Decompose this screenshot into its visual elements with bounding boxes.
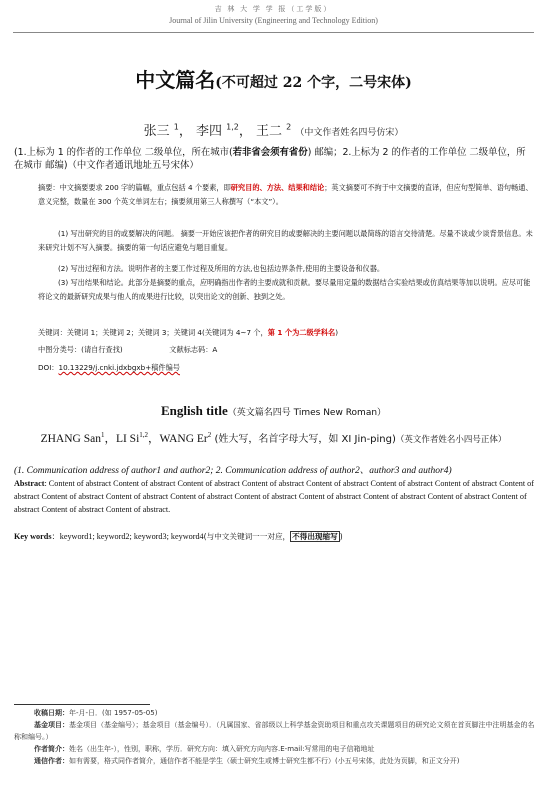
- author-1: 张三: [143, 124, 170, 139]
- english-abstract: [14, 478, 535, 516]
- english-author-1-sup: 1: [100, 431, 105, 439]
- affiliation-text-2: ) 邮编；2.上标为 2 的作者的工作单位 二级单位，所在城市 邮编)（中文作者通讯地址五号宋体）: [14, 147, 526, 171]
- footnote-corresponding: [14, 756, 535, 768]
- title-note: (不可超过 22 个字，二号宋体): [215, 75, 412, 91]
- journal-name-en: Journal of Jilin University (Engineering and Technology Edition): [169, 16, 378, 25]
- fund-label: 基金项目：: [34, 721, 69, 729]
- english-abstract-label: Abstract: [14, 479, 45, 488]
- english-title-text: English title: [160, 403, 228, 418]
- keywords-cn: [38, 326, 535, 340]
- english-title: [0, 403, 547, 419]
- doi-value: 10.13229/j.cnki.jdxbgxb+稿件编号: [58, 363, 180, 372]
- abstract-label: 摘要：: [38, 183, 60, 192]
- keywords-end: ): [335, 328, 339, 337]
- author-note: （中文作者姓名四号仿宋）: [295, 128, 404, 138]
- english-authors-note: (姓大写，名首字母大写，如 XI Jin-ping): [211, 433, 396, 445]
- abstract-point-1: (1) 写出研究的目的或要解决的问题。 摘要一开始应该把作者的研究目的或要解决的主要问题以最简练的语言交待清楚。尽量不谈或少谈背景信息。未来研究计划不写入摘要。摘要的第一句话应避免与题目重复。: [38, 229, 533, 253]
- abstract-point-3: (3) 写出结果和结论。此部分是摘要的重点，应明确指出作者的主要成就和贡献。要尽量用定量的数据结合实验结果或仿真结果等加以说明。应尽可能将论文的最新研究成果与他人的成果进行比较，以突出论文的创新、独到之处。: [38, 278, 531, 302]
- author-separator: ，: [238, 124, 252, 139]
- abstract-point-2: (2) 写出过程和方法。说明作者的主要工作过程及所用的方法,也包括边界条件,使用的主要设备和仪器。: [58, 264, 385, 273]
- abstract-cn: [38, 181, 535, 210]
- english-author-3-sup: 2: [207, 431, 212, 439]
- received-value: 年-月-日．(如 1957-05-05): [69, 709, 158, 717]
- corresponding-value: 如有需要，格式同作者简介，通信作者不能是学生（硕士研究生或博士研究生都不行）(小五号宋体，此处为页脚，和正文分开): [69, 757, 460, 765]
- author-3: 王二: [256, 124, 283, 139]
- footnote-rule: [14, 704, 150, 705]
- abstract-highlight: 研究目的、方法、结果和结论: [230, 183, 325, 192]
- affiliation-bold-note: 若非省会须有省份: [232, 147, 308, 158]
- keywords-label: 关键词：: [38, 328, 67, 337]
- doi-label: DOI：: [38, 363, 59, 372]
- footnote-received: [14, 708, 535, 720]
- doi-line: [38, 361, 535, 375]
- doc-code-value: A: [212, 345, 218, 354]
- author-2-sup: 1,2: [226, 122, 239, 132]
- english-author-2-sup: 1,2: [139, 431, 149, 439]
- affiliation-text: (1.上标为 1 的作者的工作单位 二级单位，所在城市(: [14, 147, 233, 158]
- author-separator: ，: [178, 124, 192, 139]
- fund-value: 基金项目（基金编号）；基金项目（基金编号）．（凡属国家、省部级以上科学基金资助项目和重点攻关课题项目的研究论文须在首页脚注中注明基金的名称和编号。）: [14, 721, 535, 741]
- header-rule: [13, 32, 534, 33]
- english-author-2: ，LI Si: [104, 432, 140, 445]
- doc-code-label: 文献标志码：: [169, 345, 213, 354]
- keywords-text: 关键词 1；关键词 2；关键词 3；关键词 4(关键词为 4~7 个，: [66, 328, 268, 337]
- author-1-sup: 1: [173, 122, 179, 132]
- english-keywords-text: ：keyword1; keyword2; keyword3; keyword4: [51, 532, 204, 541]
- english-address: (1. Communication address of author1 and author2; 2. Communication address of author2、author3 and author4): [14, 466, 452, 476]
- author-list: [0, 120, 547, 139]
- footnote-fund: [14, 720, 535, 743]
- english-title-note: （英文篇名四号 Times New Roman）: [227, 408, 387, 418]
- abstract-text-2: ；英文摘要可不拘于中文摘要的直译，但应句型简单、语句畅通、意义完整，数量在 300 个英文单词左右；摘要须用第三人称撰写（“本文”）。: [38, 183, 533, 207]
- clc-value: (请自行查找): [81, 345, 123, 354]
- received-label: 收稿日期：: [34, 709, 69, 717]
- title-main: 中文篇名: [135, 68, 216, 92]
- english-author-3: ，WANG Er: [148, 432, 208, 445]
- english-keywords-boxed: 不得出现缩写: [292, 532, 338, 541]
- paper-title: [0, 64, 547, 93]
- keywords-highlight: 第 1 个为二级学科名: [267, 328, 336, 337]
- english-authors: [14, 428, 533, 448]
- abstract-text: 中文摘要要求 200 字的篇幅，重点包括 4 个要素，即: [59, 183, 231, 192]
- english-keywords-note: (与中文关键词一一对应，: [203, 532, 291, 541]
- author-2: 李四: [195, 124, 222, 139]
- classification-line: [38, 343, 535, 357]
- english-keywords-label: Key words: [14, 532, 52, 541]
- english-abstract-text: : Content of abstract Content of abstract Content of abstract Content of abstract Content of abstract Content of abstract Content of abstract Content of abstract Content of abstract Content of abstract Content of abstract Content of abstract Content of abstract Content of abstract Content of abstract Content of abstract Content of abstract Content of abstract.: [14, 479, 534, 514]
- footnote-author: [14, 744, 535, 756]
- english-author-1: ZHANG San: [40, 432, 101, 445]
- author-bio-label: 作者简介：: [34, 745, 69, 753]
- author-bio-value: 姓名（出生年-），性别，职称，学历．研究方向：填入研究方向内容.E-mail:写常用的电子信箱地址: [69, 745, 375, 753]
- english-keywords: [14, 531, 535, 542]
- corresponding-label: 通信作者：: [34, 757, 69, 765]
- journal-name-cn: 吉 林 大 学 学 报（工学版）: [214, 5, 333, 13]
- author-3-sup: 2: [286, 122, 292, 132]
- running-header: [0, 4, 547, 26]
- affiliation: [14, 146, 535, 172]
- english-authors-note-2: （英文作者姓名小四号正体）: [395, 434, 507, 445]
- clc-label: 中图分类号：: [38, 345, 82, 354]
- english-keywords-end: ): [339, 532, 343, 541]
